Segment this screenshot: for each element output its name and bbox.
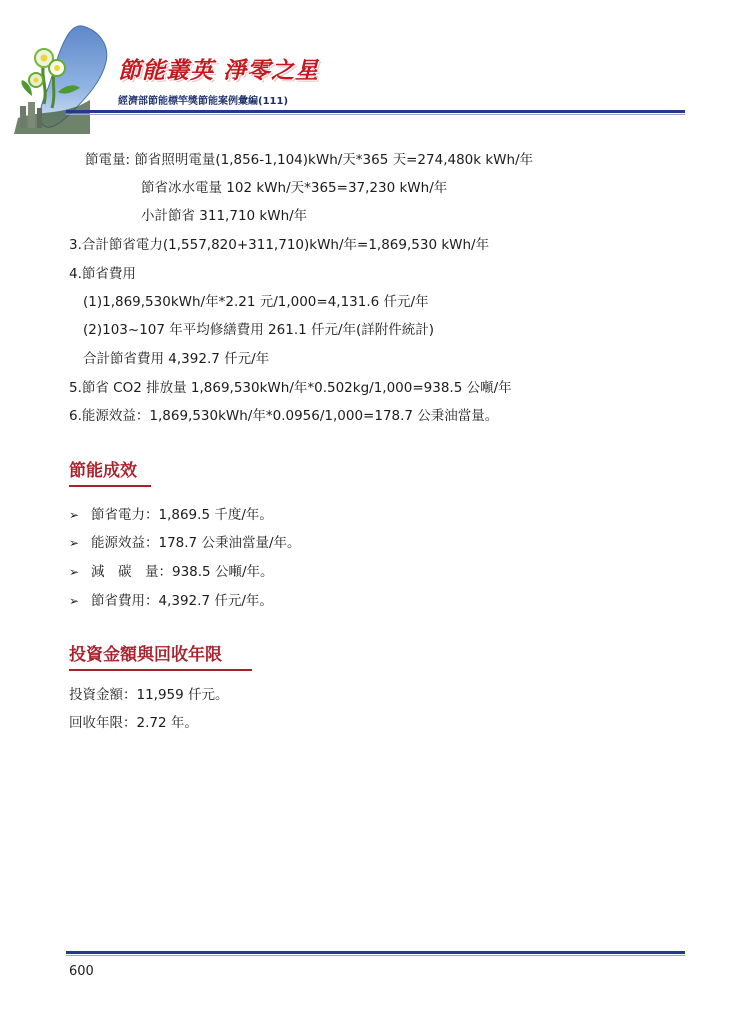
results-item-text: 能源效益：178.7 公秉油當量/年。	[91, 535, 301, 551]
results-item	[69, 591, 273, 611]
body-line: (2)103~107 年平均修繕費用 261.1 仟元/年(詳附件統計)	[83, 322, 435, 338]
page-header	[0, 0, 753, 130]
body-line: 小計節省 311,710 kWh/年	[141, 208, 308, 224]
body-line: 3.合計節省電力(1,557,820+311,710)kWh/年=1,869,530 kWh/年	[69, 237, 490, 253]
header-subtitle: 經濟部節能標竿獎節能案例彙編(111)	[118, 96, 289, 107]
results-item	[69, 533, 301, 553]
body-line: 4.節省費用	[69, 266, 136, 282]
arrow-bullet-icon: ➢	[69, 565, 80, 579]
body-line: 節省冰水電量 102 kWh/天*365=37,230 kWh/年	[141, 180, 448, 196]
body-line: 節電量: 節省照明電量(1,856-1,104)kWh/天*365 天=274,480k kWh/年	[85, 152, 534, 168]
brand-title: 節能叢英 淨零之星	[118, 57, 320, 84]
arrow-bullet-icon: ➢	[69, 508, 80, 522]
arrow-bullet-icon: ➢	[69, 536, 80, 550]
results-heading: 節能成效	[69, 461, 137, 481]
body-line: 5.節省 CO2 排放量 1,869,530kWh/年*0.502kg/1,000=938.5 公噸/年	[69, 380, 512, 396]
body-line: 6.能源效益：1,869,530kWh/年*0.0956/1,000=178.7 公秉油當量。	[69, 408, 499, 424]
investment-heading-underline	[69, 669, 252, 671]
page-number: 600	[69, 964, 94, 979]
header-divider	[66, 110, 685, 114]
investment-line: 投資金額：11,959 仟元。	[69, 687, 229, 703]
investment-line: 回收年限：2.72 年。	[69, 715, 198, 731]
footer-divider	[66, 951, 685, 956]
arrow-bullet-icon: ➢	[69, 594, 80, 608]
body-line: 合計節省費用 4,392.7 仟元/年	[83, 351, 270, 367]
results-item	[69, 562, 274, 582]
results-item-text: 減 碳 量：938.5 公噸/年。	[91, 564, 274, 580]
investment-heading: 投資金額與回收年限	[69, 645, 222, 665]
body-line: (1)1,869,530kWh/年*2.21 元/1,000=4,131.6 仟元/年	[83, 294, 429, 310]
results-item-text: 節省電力：1,869.5 千度/年。	[91, 507, 273, 523]
results-item	[69, 505, 273, 525]
taiwan-island-logo	[14, 22, 124, 134]
results-item-text: 節省費用：4,392.7 仟元/年。	[91, 593, 273, 609]
results-heading-underline	[69, 485, 151, 487]
